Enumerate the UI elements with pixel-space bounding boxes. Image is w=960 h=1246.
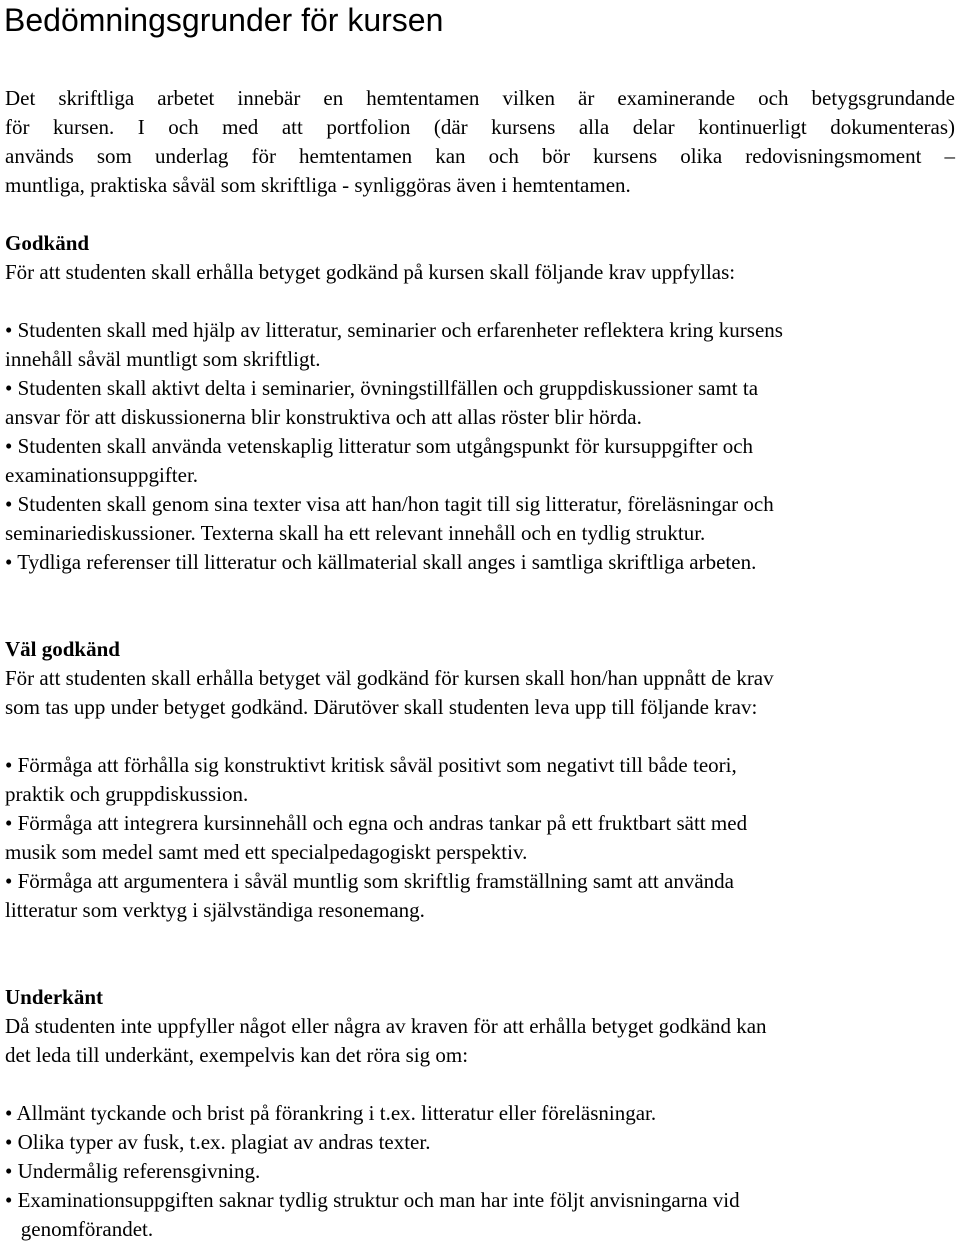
intro-line: muntliga, praktiska såväl som skriftliga - synliggöras även i hemtentamen. bbox=[5, 173, 631, 197]
godkand-intro: För att studenten skall erhålla betyget godkänd på kursen skall följande krav uppfyllas: bbox=[5, 260, 736, 284]
godkand-bullet-line: • Studenten skall använda vetenskaplig litteratur som utgångspunkt för kursuppgifter och bbox=[5, 434, 754, 458]
val-godkand-bullet-line: • Förmåga att integrera kursinnehåll och egna och andras tankar på ett fruktbart sätt med bbox=[5, 811, 748, 835]
godkand-bullet-line: seminariediskussioner. Texterna skall ha ett relevant innehåll och en tydlig struktur. bbox=[5, 521, 706, 545]
section-heading-underkant: Underkänt bbox=[5, 985, 104, 1009]
val-godkand-intro-line: För att studenten skall erhålla betyget väl godkänd för kursen skall hon/han uppnått de krav bbox=[5, 666, 774, 690]
val-godkand-bullet-line: praktik och gruppdiskussion. bbox=[5, 782, 249, 806]
val-godkand-bullet-line: litteratur som verktyg i självständiga resonemang. bbox=[5, 898, 425, 922]
val-godkand-bullet-line: • Förmåga att argumentera i såväl muntlig som skriftlig framställning samt att använda bbox=[5, 869, 734, 893]
intro-line: för kursen. I och med att portfolion (där kursens alla delar kontinuerligt dokumenteras) bbox=[5, 115, 955, 139]
intro-line: Det skriftliga arbetet innebär en hemtentamen vilken är examinerande och betygsgrundande bbox=[5, 86, 955, 110]
underkant-bullet-line: genomförandet. bbox=[5, 1217, 154, 1241]
underkant-bullet-line: • Allmänt tyckande och brist på förankring i t.ex. litteratur eller föreläsningar. bbox=[5, 1101, 657, 1125]
val-godkand-bullet-line: • Förmåga att förhålla sig konstruktivt kritisk såväl positivt som negativt till både teori, bbox=[5, 753, 737, 777]
intro-line: används som underlag för hemtentamen kan och bör kursens olika redovisningsmoment – bbox=[5, 144, 955, 168]
val-godkand-bullet-line: musik som medel samt med ett specialpedagogiskt perspektiv. bbox=[5, 840, 528, 864]
godkand-bullet-line: examinationsuppgifter. bbox=[5, 463, 199, 487]
val-godkand-intro-line: som tas upp under betyget godkänd. Därutöver skall studenten leva upp till följande krav: bbox=[5, 695, 758, 719]
underkant-bullet-line: • Olika typer av fusk, t.ex. plagiat av andras texter. bbox=[5, 1130, 431, 1154]
section-heading-val-godkand: Väl godkänd bbox=[5, 637, 120, 661]
underkant-bullet-line: • Examinationsuppgiften saknar tydlig struktur och man har inte följt anvisningarna vid bbox=[5, 1188, 740, 1212]
section-heading-godkand: Godkänd bbox=[5, 231, 90, 255]
godkand-bullet-line: innehåll såväl muntligt som skriftligt. bbox=[5, 347, 321, 371]
underkant-bullet-line: • Undermålig referensgivning. bbox=[5, 1159, 261, 1183]
page-title: Bedömningsgrunder för kursen bbox=[4, 2, 444, 38]
godkand-bullet-line: • Studenten skall aktivt delta i seminarier, övningstillfällen och gruppdiskussioner samt ta bbox=[5, 376, 759, 400]
godkand-bullet-line: • Tydliga referenser till litteratur och källmaterial skall anges i samtliga skriftliga arbeten. bbox=[5, 550, 757, 574]
underkant-intro-line: det leda till underkänt, exempelvis kan det röra sig om: bbox=[5, 1043, 469, 1067]
godkand-bullet-line: • Studenten skall genom sina texter visa att han/hon tagit till sig litteratur, föreläsningar och bbox=[5, 492, 774, 516]
underkant-intro-line: Då studenten inte uppfyller något eller några av kraven för att erhålla betyget godkänd kan bbox=[5, 1014, 767, 1038]
godkand-bullet-line: ansvar för att diskussionerna blir konstruktiva och att allas röster blir hörda. bbox=[5, 405, 642, 429]
godkand-bullet-line: • Studenten skall med hjälp av litteratur, seminarier och erfarenheter reflektera kring kursens bbox=[5, 318, 783, 342]
